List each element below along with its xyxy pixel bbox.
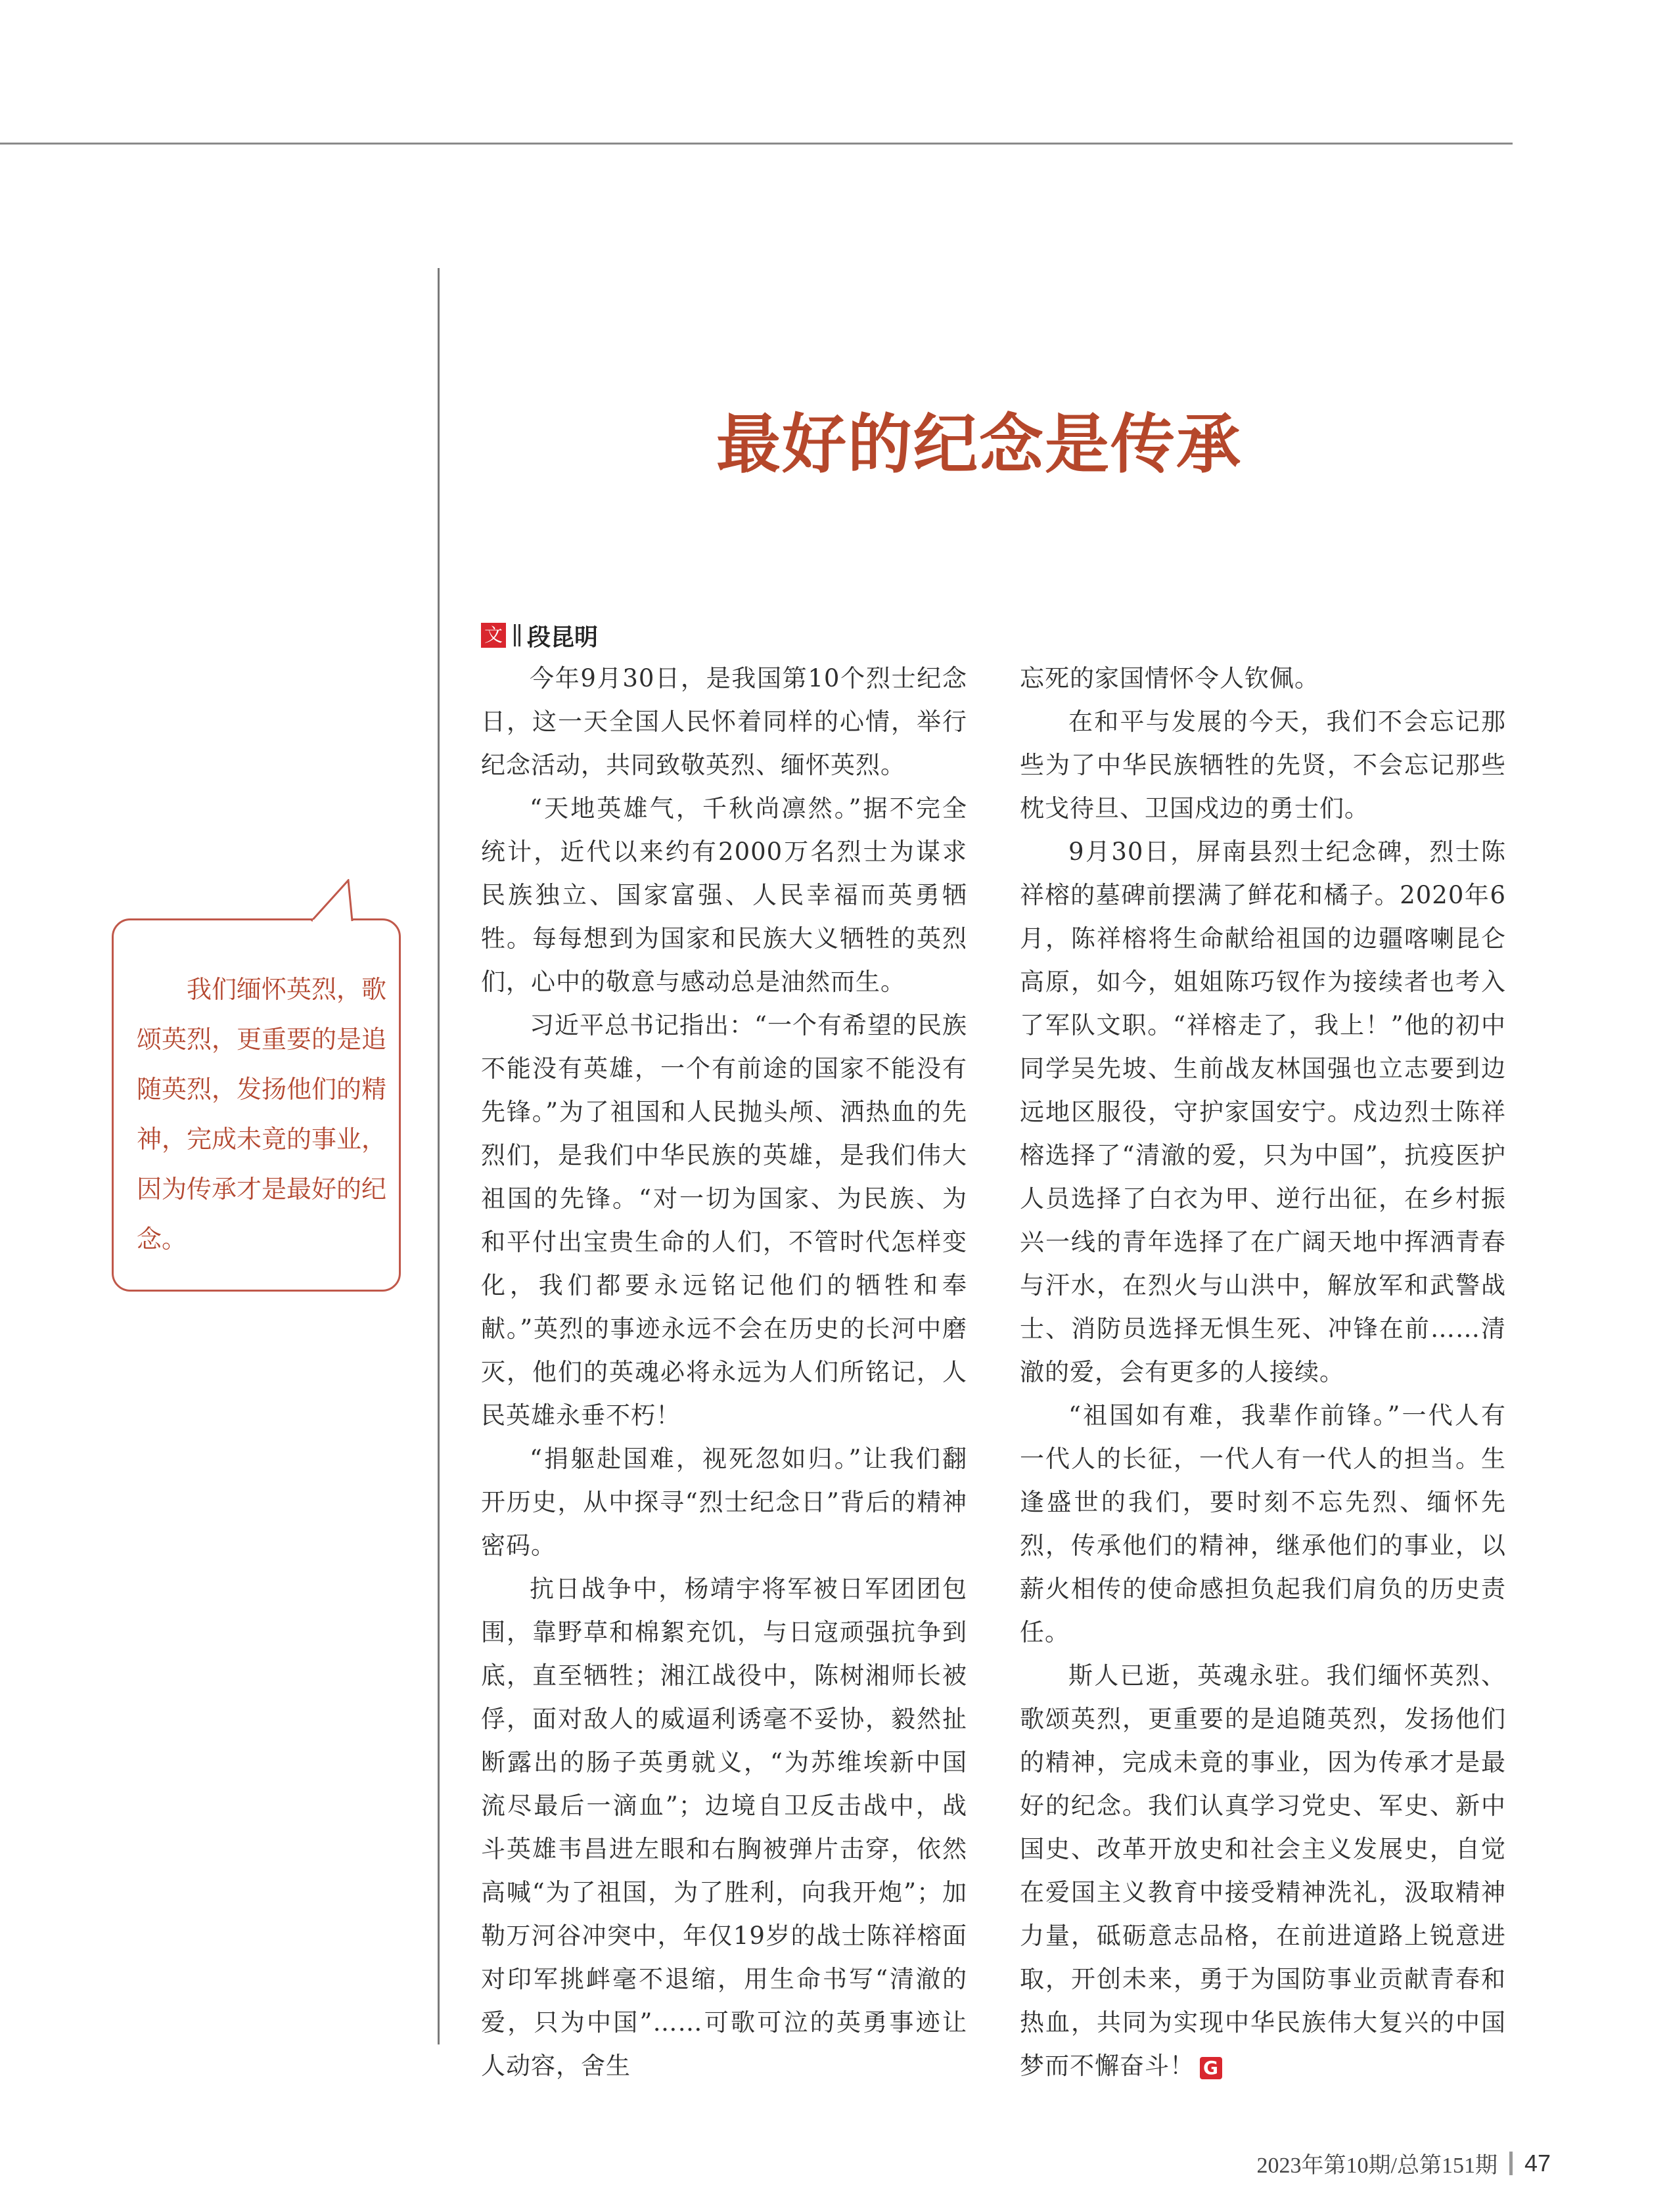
page-number: 47 — [1524, 2149, 1551, 2177]
body-column-left — [481, 657, 967, 2088]
end-mark-icon: G — [1200, 2057, 1222, 2079]
paragraph-final-text: 斯人已逝，英魂永驻。我们缅怀英烈、歌颂英烈，更重要的是追随英烈，发扬他们的精神，完成未竟的事业，因为传承才是最好的纪念。我们认真学习党史、军史、新中国史、改革开放史和社会主义发展史，自觉在爱国主义教育中接受精神洗礼，汲取精神力量，砥砺意志品格，在前进道路上锐意进取，开创未来，勇于为国防事业贡献青春和热血，共同为实现中华民族伟大复兴的中国梦而不懈奋斗！ — [1020, 1661, 1506, 2080]
header-rule — [0, 143, 1513, 145]
column-divider — [438, 268, 440, 2044]
pull-quote-tail — [309, 879, 361, 922]
body-column-right — [1020, 657, 1506, 2088]
paragraph: 抗日战争中，杨靖宇将军被日军团团包围，靠野草和棉絮充饥，与日寇顽强抗争到底，直至牺牲；湘江战役中，陈树湘师长被俘，面对敌人的威逼利诱毫不妥协，毅然扯断露出的肠子英勇就义，“为苏维埃新中国流尽最后一滴血”；边境自卫反击战中，战斗英雄韦昌进左眼和右胸被弹片击穿，依然高喊“为了祖国，为了胜利，向我开炮”；加勒万河谷冲突中，年仅19岁的战士陈祥榕面对印军挑衅毫不退缩，用生命书写“清澈的爱，只为中国”……可歌可泣的英勇事迹让人动容，舍生 — [481, 1575, 967, 2080]
byline — [481, 621, 598, 650]
page-footer — [1257, 2147, 1551, 2179]
byline-mark: 文 — [481, 623, 506, 648]
pull-quote-text: 我们缅怀英烈，歌颂英烈，更重要的是追随英烈，发扬他们的精神，完成未竟的事业，因为传承才是最好的纪念。 — [137, 975, 387, 1253]
paragraph: 今年9月30日，是我国第10个烈士纪念日，这一天全国人民怀着同样的心情，举行纪念活动，共同致敬英烈、缅怀英烈。 — [481, 664, 967, 779]
issue-info: 2023年第10期/总第151期 — [1256, 2154, 1498, 2178]
author-name: 段昆明 — [527, 623, 599, 651]
paragraph: 9月30日，屏南县烈士纪念碑，烈士陈祥榕的墓碑前摆满了鲜花和橘子。2020年6月，陈祥榕将生命献给祖国的边疆喀喇昆仑高原，如今，姐姐陈巧钗作为接续者也考入了军队文职。“祥榕走了，我上！”他的初中同学吴先坡、生前战友林国强也立志要到边远地区服役，守护家国安宁。戍边烈士陈祥榕选择了“清澈的爱，只为中国”，抗疫医护人员选择了白衣为甲、逆行出征，在乡村振兴一线的青年选择了在广阔天地中挥洒青春与汗水，在烈火与山洪中，解放军和武警战士、消防员选择无惧生死、冲锋在前……清澈的爱，会有更多的人接续。 — [1020, 838, 1506, 1386]
paragraph: “捐躯赴国难，视死忽如归。”让我们翻开历史，从中探寻“烈士纪念日”背后的精神密码。 — [481, 1445, 967, 1560]
article-title: 最好的纪念是传承 — [716, 407, 1243, 482]
paragraph: “祖国如有难，我辈作前锋。”一代人有一代人的长征，一代人有一代人的担当。生逢盛世的我们，要时刻不忘先烈、缅怀先烈，传承他们的精神，继承他们的事业，以薪火相传的使命感担负起我们肩负的历史责任。 — [1020, 1401, 1506, 1646]
paragraph: “天地英雄气，千秋尚凛然。”据不完全统计，近代以来约有2000万名烈士为谋求民族独立、国家富强、人民幸福而英勇牺牲。每每想到为国家和民族大义牺牲的英烈们，心中的敬意与感动总是油然而生。 — [481, 794, 967, 996]
paragraph-continued: 忘死的家国情怀令人钦佩。 — [1020, 664, 1319, 692]
paragraph: 习近平总书记指出：“一个有希望的民族不能没有英雄，一个有前途的国家不能没有先锋。”为了祖国和人民抛头颅、洒热血的先烈们，是我们中华民族的英雄，是我们伟大祖国的先锋。“对一切为国家、为民族、为和平付出宝贵生命的人们，不管时代怎样变化，我们都要永远铭记他们的牺牲和奉献。”英烈的事迹永远不会在历史的长河中磨灭，他们的英魂必将永远为人们所铭记，人民英雄永垂不朽！ — [481, 1011, 967, 1430]
paragraph: 在和平与发展的今天，我们不会忘记那些为了中华民族牺牲的先贤，不会忘记那些枕戈待旦、卫国戍边的勇士们。 — [1020, 708, 1506, 823]
byline-separator — [514, 624, 520, 646]
paragraph-final — [1020, 1654, 1506, 2088]
footer-divider — [1509, 2152, 1513, 2175]
